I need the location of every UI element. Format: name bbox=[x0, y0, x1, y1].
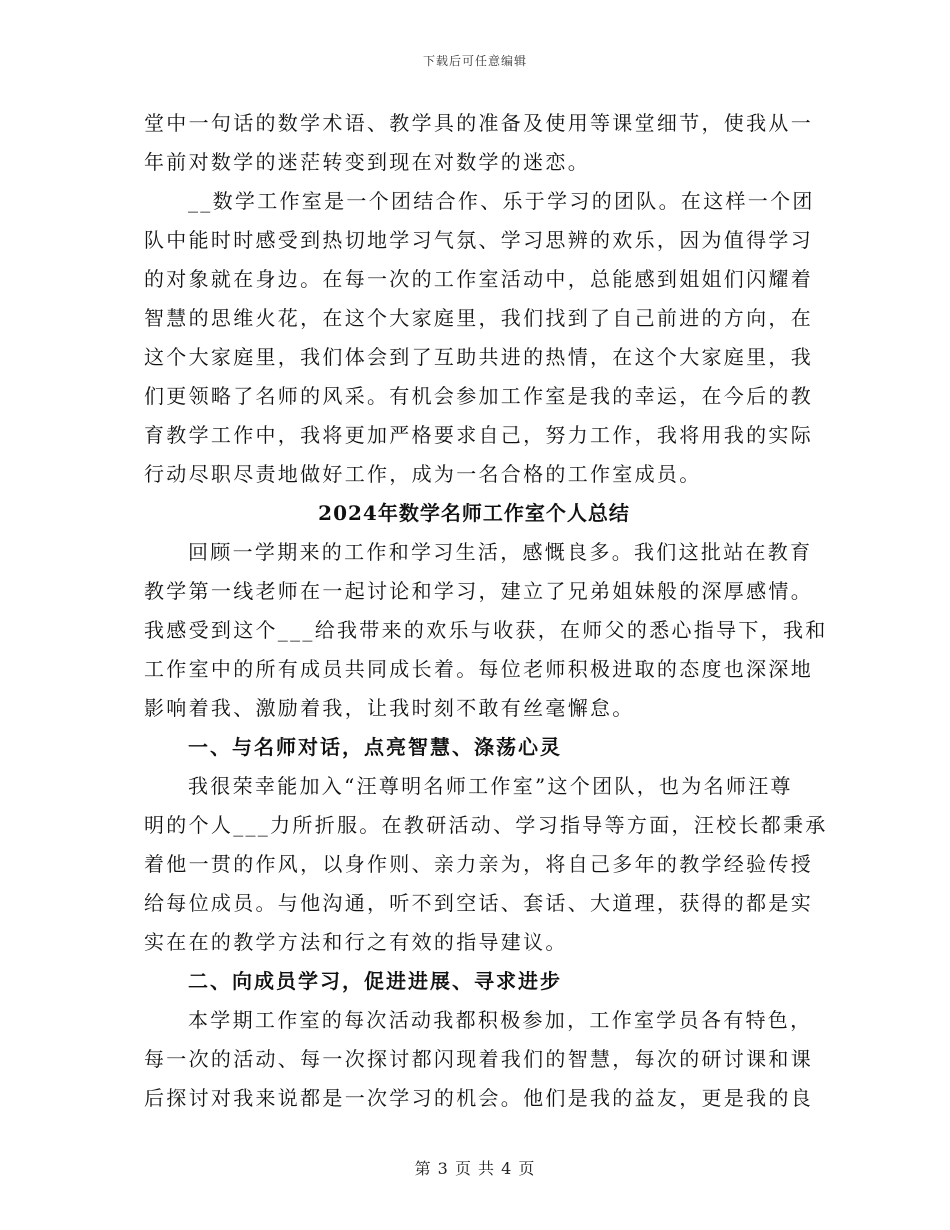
body-line: 工作室中的所有成员共同成长着。每位老师积极进取的态度也深深地 bbox=[144, 657, 813, 681]
body-line: 堂中一句话的数学术语、教学具的准备及使用等课堂细节，使我从一 bbox=[144, 111, 813, 135]
body-line: 影响着我、激励着我，让我时刻不敢有丝毫懈怠。 bbox=[144, 696, 635, 720]
paragraph-start: __数学工作室是一个团结合作、乐于学习的团队。在这样一个团 bbox=[188, 189, 815, 213]
page-header: 下载后可任意编辑 bbox=[422, 54, 527, 68]
paragraph-start: 我很荣幸能加入“汪尊明名师工作室”这个团队，也为名师汪尊 bbox=[188, 774, 793, 798]
body-line: 这个大家庭里，我们体会到了互助共进的热情，在这个大家庭里，我 bbox=[144, 345, 813, 369]
body-line: 年前对数学的迷茫转变到现在对数学的迷恋。 bbox=[144, 150, 590, 174]
body-line: 队中能时时感受到热切地学习气氛、学习思辨的欢乐，因为值得学习 bbox=[144, 228, 813, 252]
subheading-1: 一、与名师对话，点亮智慧、涤荡心灵 bbox=[188, 735, 562, 759]
body-line: 给每位成员。与他沟通，听不到空话、套话、大道理，获得的都是实 bbox=[144, 891, 813, 915]
paragraph-start: 本学期工作室的每次活动我都积极参加，工作室学员各有特色， bbox=[188, 1008, 813, 1032]
body-line: 智慧的思维火花，在这个大家庭里，我们找到了自己前进的方向，在 bbox=[144, 306, 813, 330]
page-footer: 第 3 页 共 4 页 bbox=[414, 1159, 536, 1178]
section-title: 2024年数学名师工作室个人总结 bbox=[318, 501, 630, 525]
body-line: 我感受到这个___给我带来的欢乐与收获，在师父的悉心指导下，我和 bbox=[144, 618, 828, 642]
body-line: 实在在的教学方法和行之有效的指导建议。 bbox=[144, 930, 568, 954]
body-line: 的对象就在身边。在每一次的工作室活动中，总能感到姐姐们闪耀着 bbox=[144, 267, 813, 291]
body-line: 每一次的活动、每一次探讨都闪现着我们的智慧，每次的研讨课和课 bbox=[144, 1047, 813, 1071]
paragraph-start: 回顾一学期来的工作和学习生活，感慨良多。我们这批站在教育 bbox=[188, 540, 813, 564]
subheading-2: 二、向成员学习，促进进展、寻求进步 bbox=[188, 969, 562, 993]
body-line: 育教学工作中，我将更加严格要求自己，努力工作，我将用我的实际 bbox=[144, 423, 813, 447]
body-line: 们更领略了名师的风采。有机会参加工作室是我的幸运，在今后的教 bbox=[144, 384, 813, 408]
body-line: 明的个人___力所折服。在教研活动、学习指导等方面，汪校长都秉承 bbox=[144, 813, 828, 837]
body-line: 教学第一线老师在一起讨论和学习，建立了兄弟姐妹般的深厚感情。 bbox=[144, 579, 813, 603]
body-line: 着他一贯的作风，以身作则、亲力亲为，将自己多年的教学经验传授 bbox=[144, 852, 813, 876]
body-line: 行动尽职尽责地做好工作，成为一名合格的工作室成员。 bbox=[144, 462, 702, 486]
body-line: 后探讨对我来说都是一次学习的机会。他们是我的益友，更是我的良 bbox=[144, 1086, 813, 1110]
document-body bbox=[144, 104, 828, 1118]
